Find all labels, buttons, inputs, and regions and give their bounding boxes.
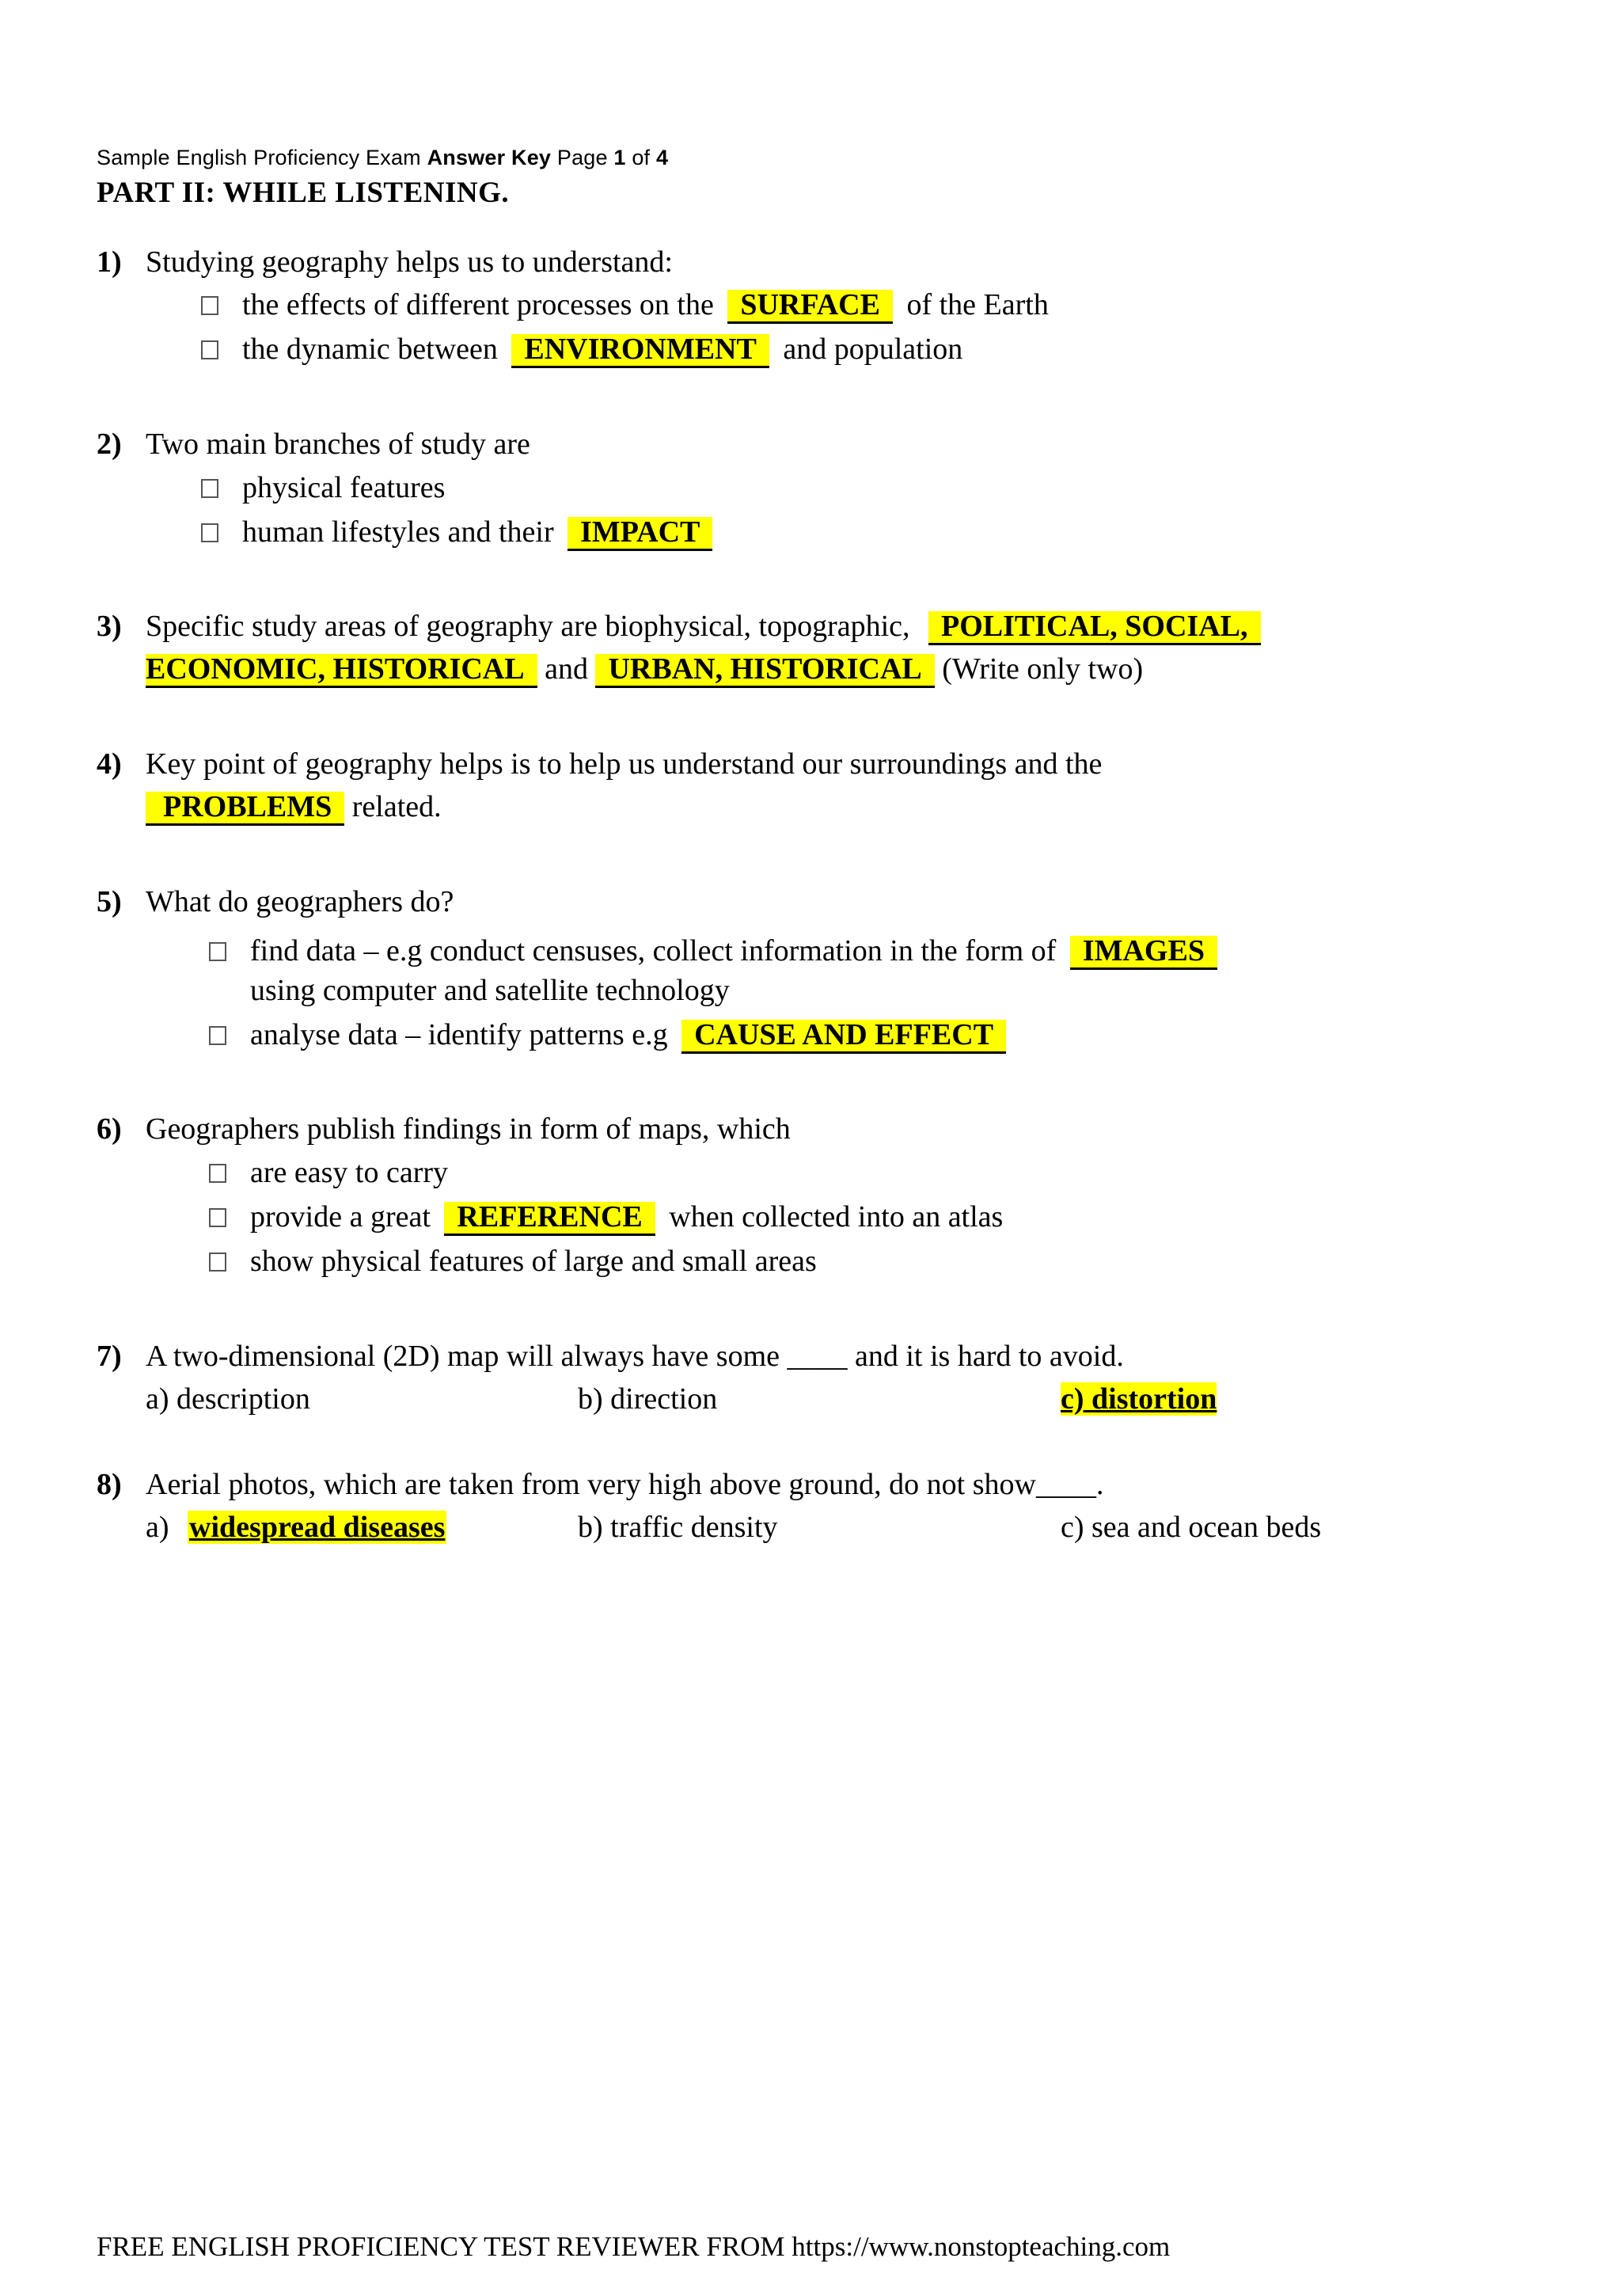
header-prefix: Sample English Proficiency Exam (97, 146, 427, 169)
q8-option-a-label: a) (146, 1511, 169, 1544)
q1-b1-answer: SURFACE (727, 290, 893, 324)
q7-correct-answer: c) distortion (1061, 1382, 1217, 1416)
q6-stem-line (97, 1112, 791, 1147)
q5-stem: What do geographers do? (146, 885, 454, 918)
q2-number: 2) (97, 428, 122, 461)
q1-number: 1) (97, 245, 122, 279)
q6-bullet-1 (209, 1156, 448, 1191)
q2-bullet-1 (201, 471, 445, 506)
q1-b1-post: of the Earth (906, 288, 1049, 321)
q8-stem-line (97, 1468, 1103, 1503)
q6-bullet-3 (209, 1245, 817, 1279)
q7-number: 7) (97, 1340, 122, 1373)
q3-stem-line (97, 610, 1261, 645)
q7-stem-line (97, 1340, 1124, 1374)
q7-option-b: b) direction (578, 1382, 718, 1416)
checkbox-icon (209, 1156, 250, 1191)
q1-bullet-2 (201, 333, 962, 368)
q2-b2-answer: IMPACT (568, 517, 712, 551)
page-header (97, 146, 668, 170)
q5-b2-answer: CAUSE AND EFFECT (681, 1020, 1006, 1054)
q6-bullet-2 (209, 1200, 1003, 1236)
q8-option-c: c) sea and ocean beds (1061, 1511, 1322, 1544)
q2-stem: Two main branches of study are (146, 428, 530, 461)
header-page-word: Page (551, 146, 614, 169)
q1-stem-line (97, 245, 673, 280)
q7-option-c (1061, 1382, 1217, 1417)
q3-note: (Write only two) (942, 652, 1144, 686)
q8-number: 8) (97, 1468, 122, 1501)
q2-stem-line (97, 428, 530, 462)
q1-stem: Studying geography helps us to understand: (146, 245, 673, 279)
checkbox-icon (209, 1245, 250, 1279)
page-footer: FREE ENGLISH PROFICIENCY TEST REVIEWER FROM https://www.nonstopteaching.com (97, 2231, 1171, 2262)
q3-and: and (545, 652, 588, 686)
q5-b1-answer: IMAGES (1070, 936, 1217, 970)
q4-answer: PROBLEMS (146, 792, 344, 826)
q5-stem-line (97, 885, 454, 920)
checkbox-icon (209, 1018, 250, 1053)
q4-stem-line (97, 747, 1102, 782)
checkbox-icon (201, 333, 242, 367)
q4-post: related. (351, 790, 442, 823)
q5-b1-continuation: using computer and satellite technology (250, 974, 730, 1007)
q1-bullet-1 (201, 288, 1049, 324)
q3-answer-2: URBAN, HISTORICAL (595, 654, 934, 688)
q5-b2-pre: analyse data – identify patterns e.g (250, 1018, 668, 1051)
q1-b2-answer: ENVIRONMENT (511, 334, 769, 368)
q3-stem: Specific study areas of geography are biophysical, topographic, (146, 610, 910, 643)
checkbox-icon (209, 934, 250, 969)
q6-b2-pre: provide a great (250, 1200, 431, 1234)
q2-b2-pre: human lifestyles and their (242, 515, 554, 549)
q8-stem: Aerial photos, which are taken from very high above ground, do not show____. (146, 1468, 1104, 1501)
header-page-num: 1 (613, 146, 626, 169)
header-of-word: of (625, 146, 656, 169)
part-title: PART II: WHILE LISTENING. (97, 177, 510, 209)
q6-stem: Geographers publish findings in form of maps, which (146, 1112, 791, 1146)
checkbox-icon (201, 515, 242, 550)
q2-b1: physical features (242, 471, 446, 504)
q5-bullet-2 (209, 1018, 1006, 1054)
q6-number: 6) (97, 1112, 122, 1146)
q8-option-b: b) traffic density (578, 1511, 778, 1544)
q4-stem: Key point of geography helps is to help us understand our surroundings and the (146, 747, 1103, 781)
q1-b2-pre: the dynamic between (242, 333, 498, 366)
q6-b1: are easy to carry (250, 1156, 449, 1189)
q8-option-a (146, 1511, 446, 1545)
q5-number: 5) (97, 885, 122, 918)
checkbox-icon (201, 288, 242, 323)
q1-b2-post: and population (783, 333, 963, 366)
q2-bullet-2 (201, 515, 712, 551)
q3-cont-line (146, 652, 1143, 688)
q6-b2-answer: REFERENCE (444, 1202, 655, 1236)
q6-b3: show physical features of large and small areas (250, 1245, 817, 1278)
q8-correct-answer: widespread diseases (189, 1511, 446, 1544)
q3-answer-1b: ECONOMIC, HISTORICAL (146, 654, 537, 688)
header-page-total: 4 (655, 146, 669, 169)
checkbox-icon (209, 1200, 250, 1235)
q4-cont-line (146, 790, 442, 826)
q1-b1-pre: the effects of different processes on the (242, 288, 714, 321)
q7-stem: A two-dimensional (2D) map will always have some ____ and it is hard to avoid. (146, 1340, 1124, 1373)
header-answer-key: Answer Key (427, 146, 552, 169)
q7-option-a: a) description (146, 1382, 310, 1416)
checkbox-icon (201, 471, 242, 506)
q3-answer-1a: POLITICAL, SOCIAL, (928, 611, 1260, 645)
q6-b2-post: when collected into an atlas (669, 1200, 1004, 1234)
q3-number: 3) (97, 610, 122, 643)
q5-bullet-1 (209, 934, 1217, 970)
q5-b1-pre: find data – e.g conduct censuses, collect information in the form of (250, 934, 1057, 967)
q4-number: 4) (97, 747, 122, 781)
